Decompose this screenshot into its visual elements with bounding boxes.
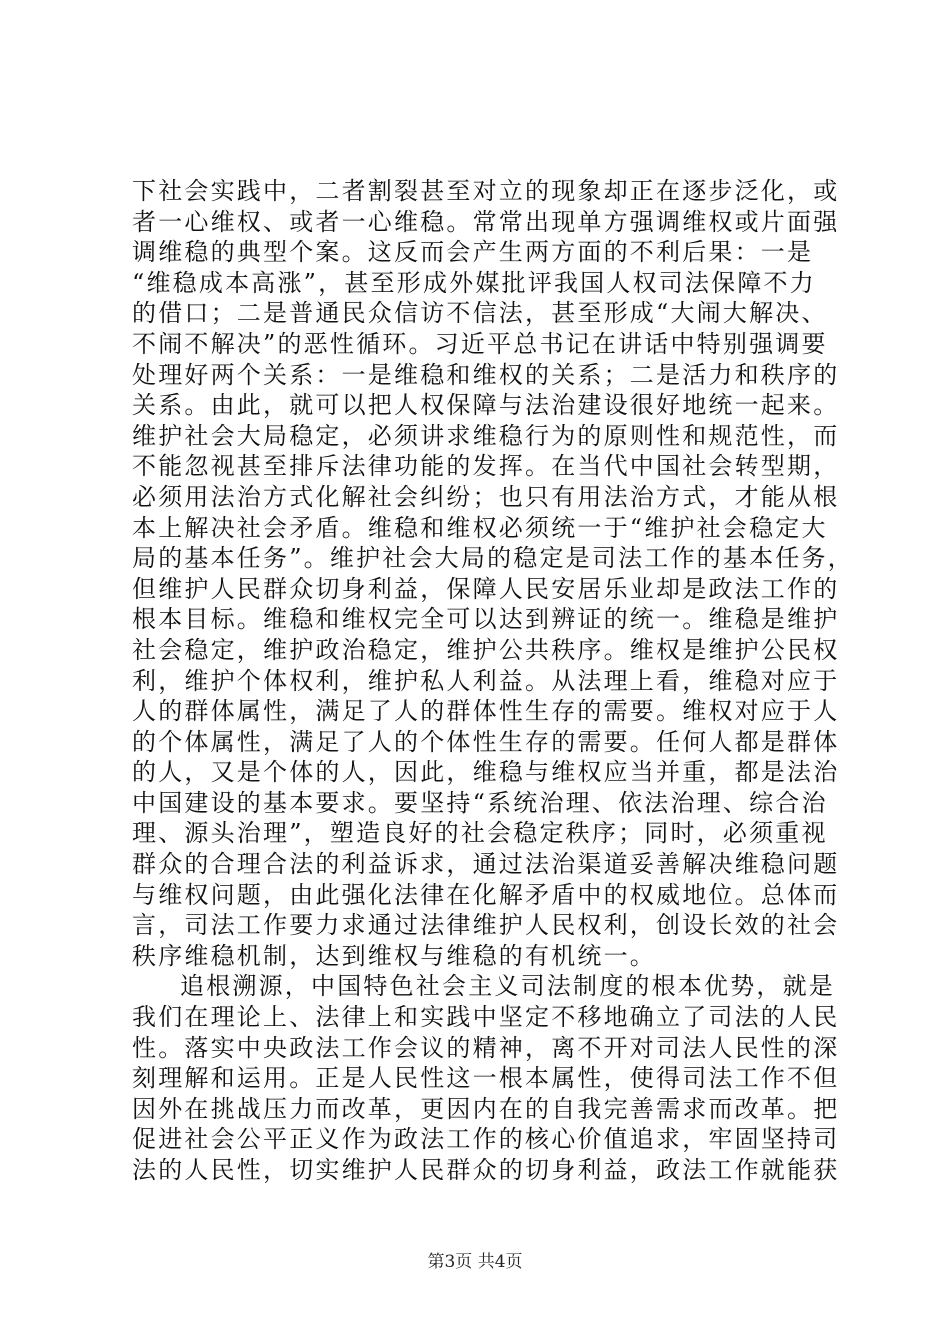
text-line: 中国建设的基本要求。要坚持“系统治理、依法治理、综合治 bbox=[132, 788, 828, 817]
text-line: 我们在理论上、法律上和实践中坚定不移地确立了司法的人民 bbox=[132, 1003, 840, 1032]
text-line: 必须用法治方式化解社会纠纷；也只有用法治方式，才能从根 bbox=[132, 482, 840, 511]
text-line: 维护社会大局稳定，必须讲求维稳行为的原则性和规范性，而 bbox=[132, 421, 840, 450]
text-line: 法的人民性，切实维护人民群众的切身利益，政法工作就能获 bbox=[132, 1156, 840, 1184]
text-line: 下社会实践中，二者割裂甚至对立的现象却正在逐步泛化，或 bbox=[132, 177, 840, 205]
text-line: 调维稳的典型个案。这反而会产生两方面的不利后果：一是 bbox=[132, 238, 814, 267]
text-line: 促进社会公平正义作为政法工作的核心价值追求，牢固坚持司 bbox=[132, 1125, 840, 1154]
text-line: 不能忽视甚至排斥法律功能的发挥。在当代中国社会转型期， bbox=[132, 452, 840, 481]
text-line: 秩序维稳机制，达到维权与维稳的有机统一。 bbox=[132, 941, 656, 970]
text-line: 人的群体属性，满足了人的群体性生存的需要。维权对应于人 bbox=[132, 697, 840, 726]
text-line: 但维护人民群众切身利益，保障人民安居乐业却是政法工作的 bbox=[132, 574, 840, 603]
text-line: 利，维护个体权利，维护私人利益。从法理上看，维稳对应于 bbox=[132, 666, 840, 695]
text-line: 的人，又是个体的人，因此，维稳与维权应当并重，都是法治 bbox=[132, 758, 840, 787]
text-line: 追根溯源，中国特色社会主义司法制度的根本优势，就是 bbox=[180, 972, 835, 1001]
text-line: 社会稳定，维护政治稳定，维护公共秩序。维权是维护公民权 bbox=[132, 635, 840, 664]
text-line: 与维权问题，由此强化法律在化解矛盾中的权威地位。总体而 bbox=[132, 880, 840, 909]
text-line: 言，司法工作要力求通过法律维护人民权利，创设长效的社会 bbox=[132, 911, 840, 940]
body-text bbox=[132, 176, 854, 1186]
text-line: 根本目标。维稳和维权完全可以达到辨证的统一。维稳是维护 bbox=[132, 605, 840, 634]
text-line: 因外在挑战压力而改革，更因内在的自我完善需求而改革。把 bbox=[132, 1094, 840, 1123]
text-line: 局的基本任务”。维护社会大局的稳定是司法工作的基本任务， bbox=[132, 544, 854, 573]
text-line: 的借口；二是普通民众信访不信法，甚至形成“大闹大解决、 bbox=[132, 299, 828, 328]
text-line: 理、源头治理”，塑造良好的社会稳定秩序；同时，必须重视 bbox=[132, 819, 828, 848]
text-line: 本上解决社会矛盾。维稳和维权必须统一于“维护社会稳定大 bbox=[132, 513, 828, 542]
text-line: 群众的合理合法的利益诉求，通过法治渠道妥善解决维稳问题 bbox=[132, 850, 840, 879]
text-line: 处理好两个关系：一是维稳和维权的关系；二是活力和秩序的 bbox=[132, 360, 840, 389]
text-line: 者一心维权、或者一心维稳。常常出现单方强调维权或片面强 bbox=[132, 207, 840, 236]
text-line: 不闹不解决”的恶性循环。习近平总书记在讲话中特别强调要 bbox=[132, 329, 828, 358]
text-line: “维稳成本高涨”，甚至形成外媒批评我国人权司法保障不力 bbox=[132, 268, 816, 297]
text-line: 刻理解和运用。正是人民性这一根本属性，使得司法工作不但 bbox=[132, 1064, 840, 1093]
text-line: 的个体属性，满足了人的个体性生存的需要。任何人都是群体 bbox=[132, 727, 840, 756]
page-footer: 第3页 共4页 bbox=[427, 1252, 523, 1272]
text-line: 关系。由此，就可以把人权保障与法治建设很好地统一起来。 bbox=[132, 391, 840, 420]
text-line: 性。落实中央政法工作会议的精神，离不开对司法人民性的深 bbox=[132, 1033, 840, 1062]
